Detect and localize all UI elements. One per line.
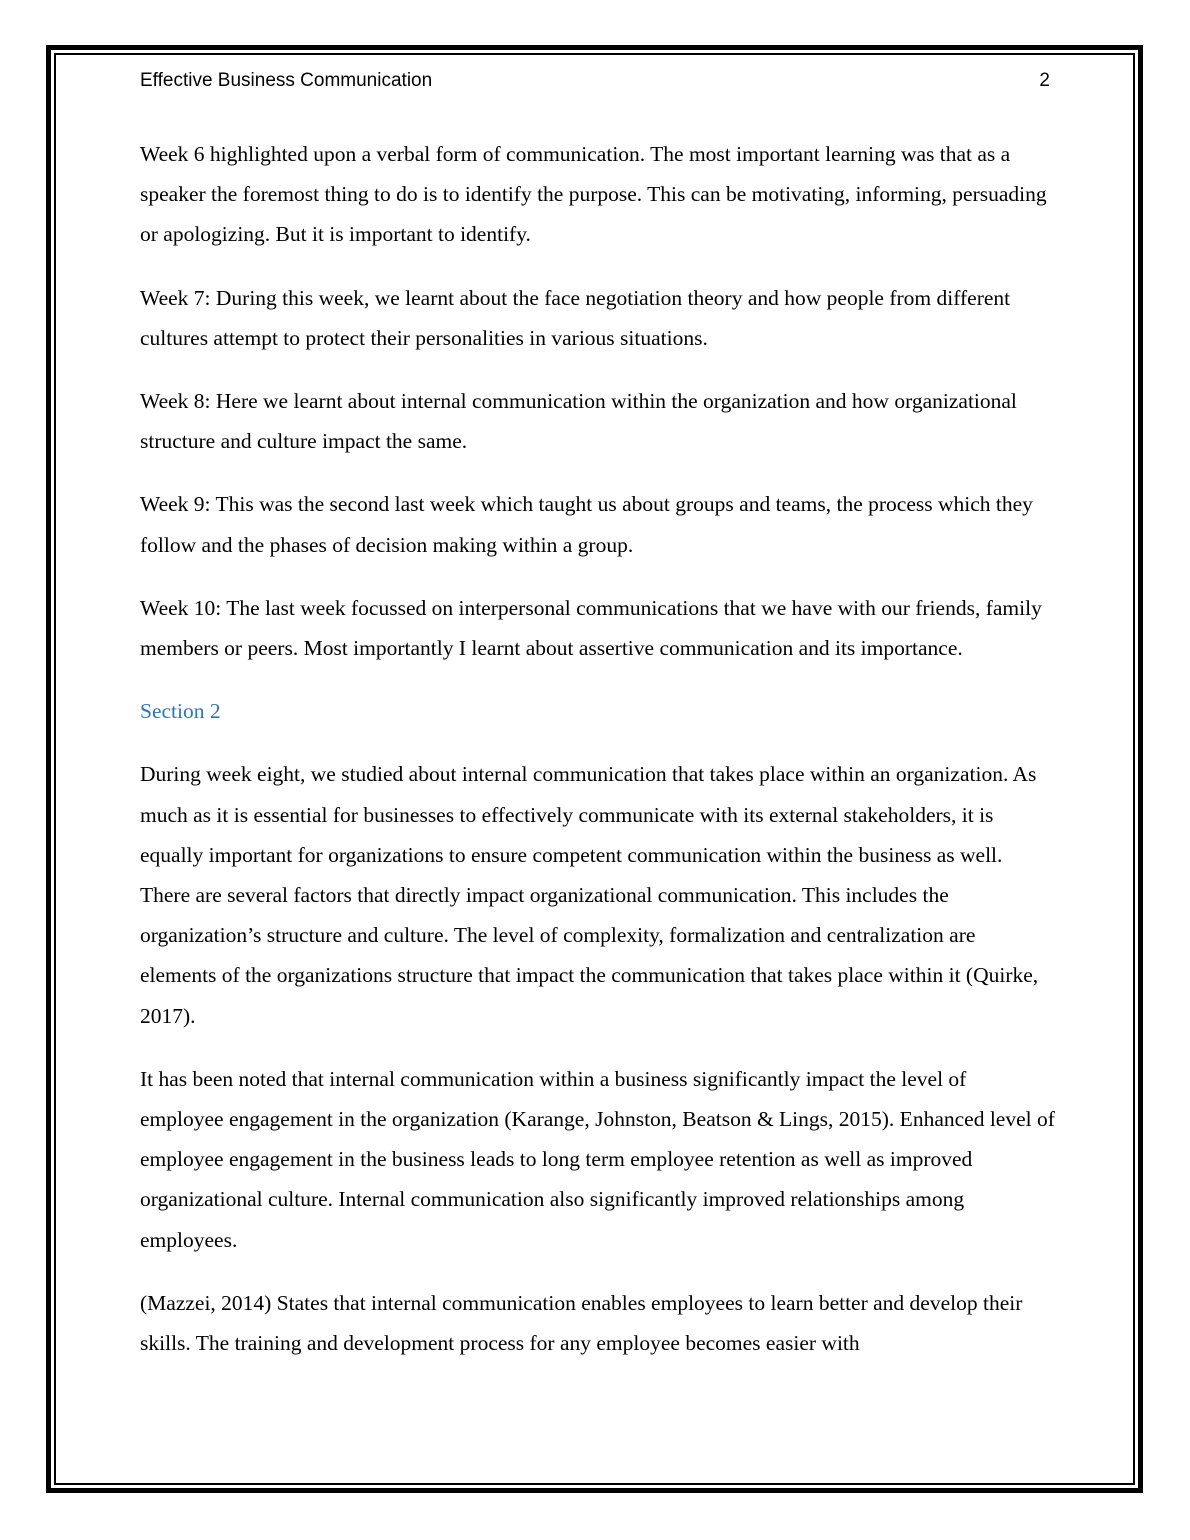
section-heading: Section 2 <box>140 699 221 724</box>
paragraph-internal-communication: During week eight, we studied about internal communication that takes place within an organization. As much as it is essential for businesses to effectively communicate with its external stakeholders, it is equally important for organizations to ensure competent communication within the business as well. There are several factors that directly impact organizational communication. This includes the organization’s structure and culture. The level of complexity, formalization and centralization are elements of the organizations structure that impact the communication that takes place within it (Quirke, 2017). <box>140 762 1039 1028</box>
paragraph-week-10: Week 10: The last week focussed on interpersonal communications that we have with our friends, family members or peers. Most importantly I learnt about assertive communication and its importance. <box>140 595 1042 661</box>
paragraph-mazzei: (Mazzei, 2014) States that internal communication enables employees to learn better and develop their skills. The training and development process for any employee becomes easier with <box>140 1290 1023 1356</box>
paragraph-week-9: Week 9: This was the second last week which taught us about groups and teams, the process which they follow and the phases of decision making within a group. <box>140 492 1033 557</box>
page-number: 2 <box>1039 70 1050 91</box>
paragraph-employee-engagement: It has been noted that internal communication within a business significantly impact the level of employee engagement in the organization (Karange, Johnston, Beatson & Lings, 2015). Enhanced level of employee engagement in the business leads to long term employee retention as well as improved organizational culture. Internal communication also significantly improved relationships among employees. <box>140 1066 1055 1252</box>
paragraph-week-8: Week 8: Here we learnt about internal communication within the organization and how organizational structure and culture impact the same. <box>140 389 1017 454</box>
document-body <box>140 134 1055 1386</box>
header-title: Effective Business Communication <box>140 70 433 91</box>
paragraph-week-7: Week 7: During this week, we learnt about the face negotiation theory and how people from different cultures attempt to protect their personalities in various situations. <box>140 285 1011 350</box>
page-header <box>140 70 1050 98</box>
paragraph-week-6: Week 6 highlighted upon a verbal form of communication. The most important learning was that as a speaker the foremost thing to do is to identify the purpose. This can be motivating, informing, persuading or apologizing. But it is important to identify. <box>140 142 1047 247</box>
